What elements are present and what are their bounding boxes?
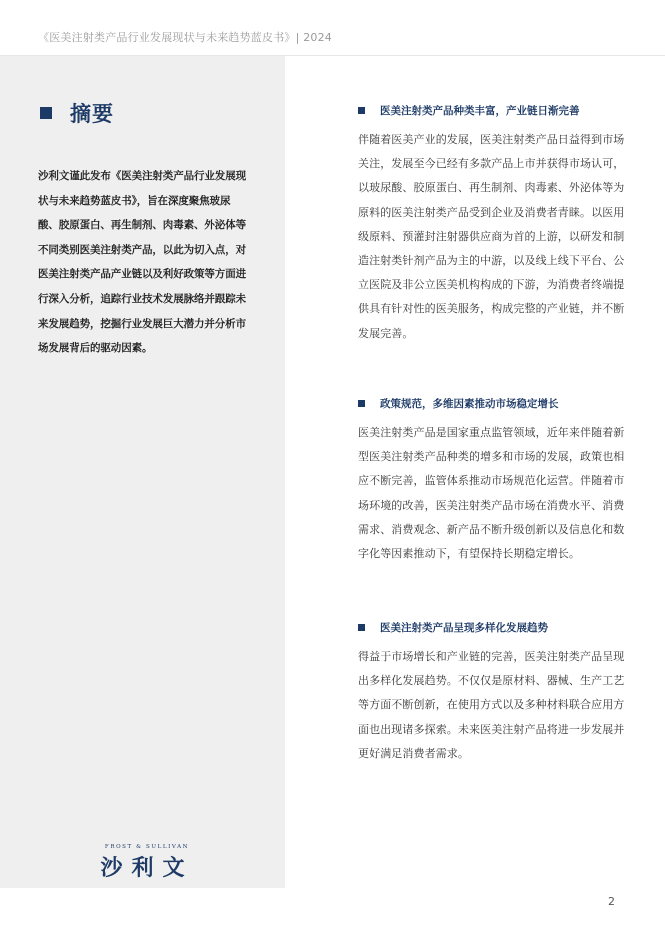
frost-sullivan-logo	[92, 844, 202, 882]
square-bullet-icon	[358, 107, 365, 114]
summary-text: 沙利文谨此发布《医美注射类产品行业发展现状与未来趋势蓝皮书》，旨在深度聚焦玻尿酸、胶原蛋白、再生制剂、肉毒素、外泌体等不同类别医美注射类产品，以此为切入点，对医美注射类产品产业链以及利好政策等方面进行深入分析，追踪行业技术发展脉络并跟踪未来发展趋势，挖掘行业发展巨大潜力并分析市场发展背后的驱动因素。	[38, 170, 246, 355]
section-body: 医美注射类产品是国家重点监管领域，近年来伴随着新型医美注射类产品种类的增多和市场的发展，政策也相应不断完善，监管体系推动市场规范化运营。伴随着市场环境的改善，医美注射类产品市场在消费水平、消费需求、消费观念、新产品不断升级创新以及信息化和数字化等因素推动下，有望保持长期稳定增长。	[358, 426, 625, 561]
logo-english: FROST & SULLIVAN	[104, 844, 190, 850]
section-trends	[358, 619, 628, 766]
section-heading	[358, 102, 628, 118]
section-title: 医美注射类产品种类丰富，产业链日渐完善	[380, 104, 580, 117]
section-heading	[358, 619, 628, 635]
page-number: 2	[608, 895, 615, 908]
section-title: 政策规范，多维因素推动市场稳定增长	[380, 397, 559, 410]
summary-sidebar	[0, 56, 285, 888]
section-product-variety	[358, 102, 628, 346]
section-heading	[358, 395, 628, 411]
square-bullet-icon	[358, 400, 365, 407]
section-body: 得益于市场增长和产业链的完善，医美注射类产品呈现出多样化发展趋势。不仅仅是原材料、器械、生产工艺等方面不断创新，在使用方式以及多种材料联合应用方面也出现诸多探索。未来医美注射产品将进一步发展并更好满足消费者需求。	[358, 650, 625, 760]
square-bullet-icon	[40, 107, 52, 119]
summary-heading	[40, 98, 114, 128]
report-title: 《医美注射类产品行业发展现状与未来趋势蓝皮书》| 2024	[38, 31, 332, 44]
section-body: 伴随着医美产业的发展，医美注射类产品日益得到市场关注，发展至今已经有多款产品上市并获得市场认可，以玻尿酸、胶原蛋白、再生制剂、肉毒素、外泌体等为原料的医美注射类产品受到企业及消费者青睐。以医用级原料、预灌封注射器供应商为首的上游，以研发和制造注射类针剂产品为主的中游，以及线上线下平台、公立医院及非公立医美机构构成的下游，为消费者终端提供具有针对性的医美服务，构成完整的产业链，并不断发展完善。	[358, 133, 625, 340]
page-header	[0, 0, 665, 56]
section-title: 医美注射类产品呈现多样化发展趋势	[380, 621, 548, 634]
logo-chinese: 沙利文	[100, 856, 194, 881]
square-bullet-icon	[358, 624, 365, 631]
summary-title: 摘要	[70, 102, 114, 126]
section-policy	[358, 395, 628, 566]
